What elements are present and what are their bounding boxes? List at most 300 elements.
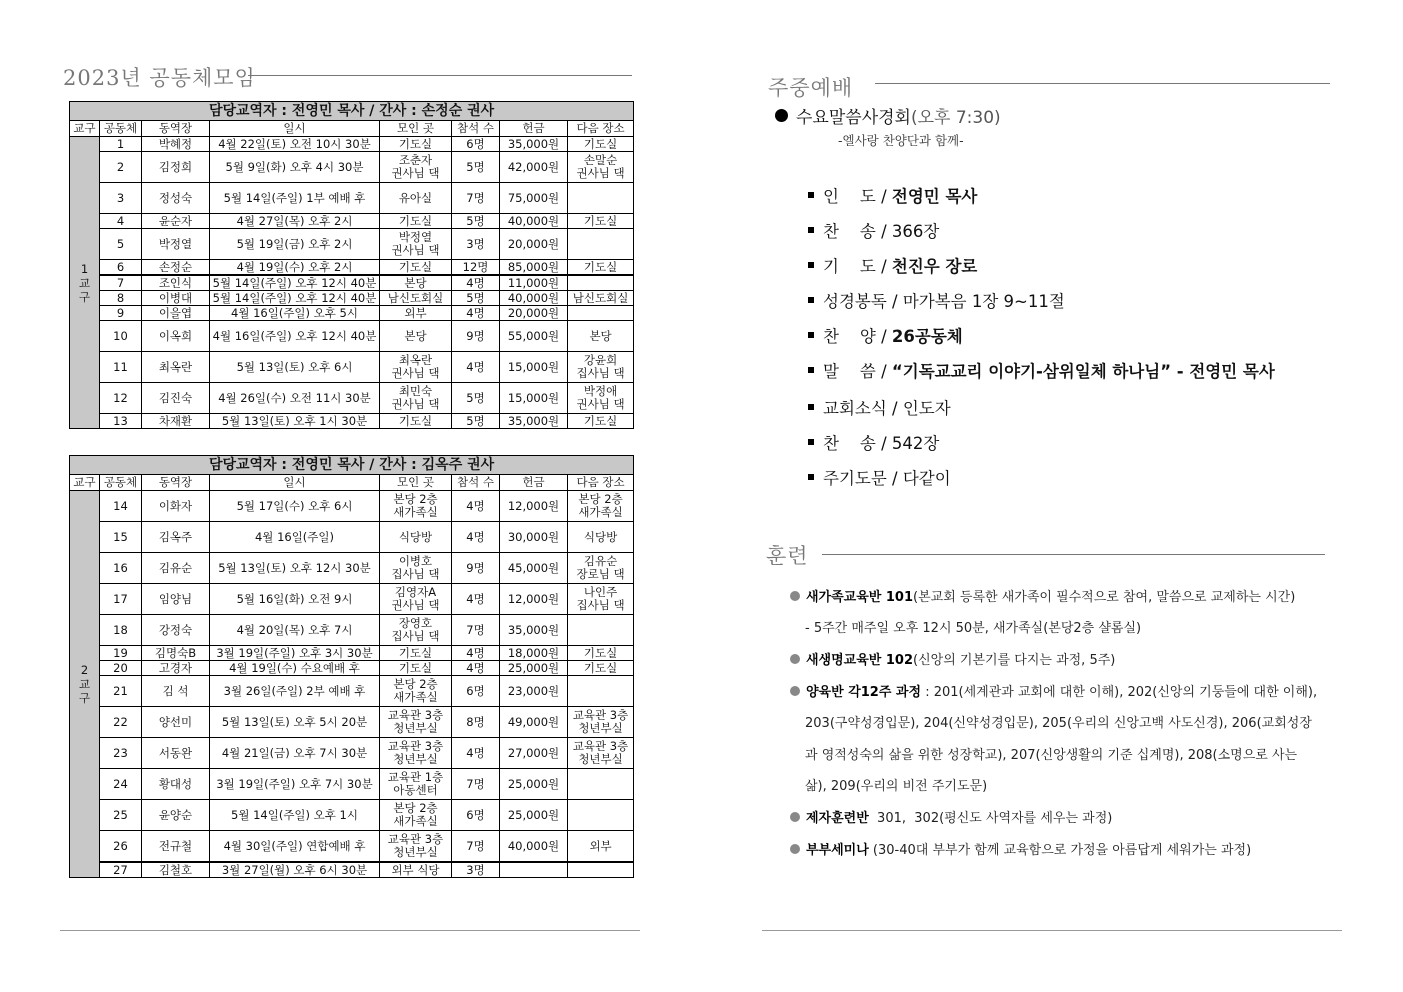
table-cell: 기도실 [568, 646, 634, 661]
table-row [70, 352, 634, 383]
table-cell: 27 [100, 862, 142, 878]
service-time: (오후 7:30) [910, 108, 1001, 128]
order-separator: / [875, 257, 892, 276]
training-name: 제자훈련반 [806, 811, 869, 826]
column-header: 모인 곳 [380, 475, 452, 491]
table-cell: 24 [100, 769, 142, 800]
table-cell: 3명 [452, 862, 500, 878]
table-cell: 5월 13일(토) 오후 6시 [210, 352, 380, 383]
table-row [70, 553, 634, 584]
table-row [70, 275, 634, 291]
training-name: 부부세미나 [806, 843, 869, 858]
table-cell: 이병대 [142, 291, 210, 306]
table-cell: 6명 [452, 137, 500, 152]
table-cell: 기도실 [568, 260, 634, 276]
order-value: 마가복음 1장 9~11절 [902, 292, 1065, 311]
table-cell: 임양님 [142, 584, 210, 615]
table-banner [70, 456, 634, 475]
worship-order-item [808, 218, 939, 242]
table-cell: 5월 14일(주일) 오후 12시 40분 [210, 291, 380, 306]
table-cell: 4월 21일(금) 오후 7시 30분 [210, 738, 380, 769]
table-cell: 4명 [452, 584, 500, 615]
order-value: 366장 [891, 222, 940, 241]
bullet-icon [775, 109, 788, 122]
column-header: 공동체 [100, 121, 142, 137]
table-cell: 3월 19일(주일) 오후 3시 30분 [210, 646, 380, 661]
order-separator: / [886, 399, 903, 418]
table-cell: 손정순 [142, 260, 210, 276]
column-header: 모인 곳 [380, 121, 452, 137]
table-cell: 14 [100, 491, 142, 522]
table-cell: 김유순 장로님 댁 [568, 553, 634, 584]
table-cell: 유아실 [380, 183, 452, 214]
table-cell: 외부 [568, 831, 634, 863]
table-cell: 7명 [452, 615, 500, 646]
worship-order-item [808, 430, 939, 454]
table-cell: 본당 2층 새가족실 [380, 800, 452, 831]
table-cell: 4명 [452, 738, 500, 769]
table-cell: 5월 19일(금) 오후 2시 [210, 229, 380, 260]
table-cell: 15,000원 [500, 383, 568, 414]
table-cell: 5 [100, 229, 142, 260]
table-cell: 9명 [452, 321, 500, 352]
table-cell: 조춘자 권사님 댁 [380, 152, 452, 183]
table-cell: 기도실 [568, 137, 634, 152]
bullet-icon [790, 812, 800, 822]
table-cell: 12명 [452, 260, 500, 276]
square-bullet-icon [808, 439, 814, 445]
table-row [70, 522, 634, 553]
table-cell [568, 275, 634, 291]
table-row [70, 491, 634, 522]
table-cell: 남신도회실 [568, 291, 634, 306]
table-cell: 4명 [452, 522, 500, 553]
table-cell: 5월 16일(화) 오전 9시 [210, 584, 380, 615]
table-cell: 양선미 [142, 707, 210, 738]
table-cell: 35,000원 [500, 414, 568, 429]
table-cell [568, 800, 634, 831]
table-cell: 5월 9일(화) 오후 4시 30분 [210, 152, 380, 183]
table-cell: 40,000원 [500, 831, 568, 863]
table-cell: 4명 [452, 661, 500, 676]
square-bullet-icon [808, 367, 814, 373]
order-separator: / [875, 434, 892, 453]
table-cell [500, 862, 568, 878]
table-cell: 기도실 [380, 661, 452, 676]
table-cell: 23,000원 [500, 676, 568, 707]
table-cell: 5월 13일(토) 오후 1시 30분 [210, 414, 380, 429]
table-row [70, 769, 634, 800]
worship-order-item [808, 323, 963, 347]
order-label: 찬 송 [823, 434, 876, 453]
square-bullet-icon [808, 262, 814, 268]
column-header: 다음 장소 [568, 121, 634, 137]
table-cell: 김명숙B [142, 646, 210, 661]
table-cell: 본당 [380, 321, 452, 352]
table-cell: 기도실 [568, 661, 634, 676]
table-cell [568, 862, 634, 878]
table-cell: 남신도회실 [380, 291, 452, 306]
group1-table [69, 101, 634, 429]
training-name: 새가족교육반 101 [806, 590, 914, 605]
table-cell: 정성숙 [142, 183, 210, 214]
table-cell: 기도실 [380, 260, 452, 276]
table-row [70, 321, 634, 352]
group2-table [69, 455, 634, 878]
table-row [70, 584, 634, 615]
square-bullet-icon [808, 297, 814, 303]
order-value: 다같이 [902, 469, 951, 488]
table-cell: 4명 [452, 352, 500, 383]
table-cell [568, 183, 634, 214]
table-cell: 40,000원 [500, 291, 568, 306]
table-cell: 김진숙 [142, 383, 210, 414]
order-value: 전영민 목사 [891, 187, 978, 206]
banner-text: 담당교역자 : 전영민 목사 / 간사 : 김옥주 권사 [70, 456, 634, 475]
column-header: 동역장 [142, 121, 210, 137]
table-cell: 17 [100, 584, 142, 615]
table-cell: 본당 2층 새가족실 [380, 491, 452, 522]
table-row [70, 291, 634, 306]
table-cell: 55,000원 [500, 321, 568, 352]
table-cell: 7명 [452, 831, 500, 863]
worship-order-item [808, 253, 977, 277]
column-header: 공동체 [100, 475, 142, 491]
table-cell: 5월 14일(주일) 오후 12시 40분 [210, 275, 380, 291]
table-cell: 교육관 3층 청년부실 [380, 738, 452, 769]
table-cell: 교육관 3층 청년부실 [568, 738, 634, 769]
table-cell: 6 [100, 260, 142, 276]
table-cell [568, 306, 634, 321]
table-cell: 최옥란 [142, 352, 210, 383]
table-row [70, 800, 634, 831]
table-cell: 7명 [452, 183, 500, 214]
table-cell: 4월 16일(주일) 오후 12시 40분 [210, 321, 380, 352]
left-title-rule [248, 75, 632, 76]
table-cell: 3명 [452, 229, 500, 260]
table-cell: 45,000원 [500, 553, 568, 584]
table-cell: 26 [100, 831, 142, 863]
service-subtitle: -엘사랑 찬양단과 함께- [838, 133, 964, 148]
table-cell: 김정희 [142, 152, 210, 183]
table-cell: 이을엽 [142, 306, 210, 321]
order-label: 찬 양 [823, 327, 876, 346]
table-cell: 이옥희 [142, 321, 210, 352]
table-cell: 35,000원 [500, 137, 568, 152]
table-cell: 최민숙 권사님 댁 [380, 383, 452, 414]
table-cell: 3월 26일(주일) 2부 예배 후 [210, 676, 380, 707]
table-cell: 기도실 [380, 214, 452, 229]
table-cell: 식당방 [568, 522, 634, 553]
table-cell: 11 [100, 352, 142, 383]
table-cell: 박정열 [142, 229, 210, 260]
training-continuation: 203(구약성경입문), 204(신약성경입문), 205(우리의 신앙고백 사도신경), 206(교회성장 [805, 716, 1312, 731]
worship-order-item [808, 465, 951, 489]
banner-text: 담당교역자 : 전영민 목사 / 간사 : 손정순 권사 [70, 102, 634, 121]
table-cell: 교육관 3층 청년부실 [380, 831, 452, 863]
column-header: 동역장 [142, 475, 210, 491]
table-cell: 본당 2층 새가족실 [380, 676, 452, 707]
table-banner [70, 102, 634, 121]
order-separator: / [875, 362, 892, 381]
table-cell [568, 676, 634, 707]
table-cell: 12 [100, 383, 142, 414]
table-cell: 25,000원 [500, 800, 568, 831]
table-cell: 4월 22일(토) 오전 10시 30분 [210, 137, 380, 152]
table-cell: 8 [100, 291, 142, 306]
left-section-title: 2023년 공동체모임 [63, 66, 256, 90]
worship-order-item [808, 358, 1275, 382]
table-row [70, 661, 634, 676]
table-cell: 30,000원 [500, 522, 568, 553]
table-cell: 18,000원 [500, 646, 568, 661]
table-cell: 12,000원 [500, 584, 568, 615]
table-cell: 5명 [452, 152, 500, 183]
table-cell: 교육관 3층 청년부실 [568, 707, 634, 738]
table-cell: 전규철 [142, 831, 210, 863]
order-value: 542장 [891, 434, 940, 453]
table-cell: 이화자 [142, 491, 210, 522]
table-header-row [70, 475, 634, 491]
table-cell [568, 229, 634, 260]
training-continuation: - 5주간 매주일 오후 12시 50분, 새가족실(본당2층 샬롬실) [805, 621, 1142, 636]
table-cell: 김유순 [142, 553, 210, 584]
table-row [70, 214, 634, 229]
column-header: 참석 수 [452, 475, 500, 491]
table-row [70, 383, 634, 414]
table-cell: 강윤희 집사님 댁 [568, 352, 634, 383]
table-cell: 기도실 [568, 414, 634, 429]
table-cell: 3월 19일(주일) 오후 7시 30분 [210, 769, 380, 800]
table-cell: 1 [100, 137, 142, 152]
square-bullet-icon [808, 192, 814, 198]
table-cell: 16 [100, 553, 142, 584]
table-cell: 4월 27일(목) 오후 2시 [210, 214, 380, 229]
table-cell: 기도실 [380, 646, 452, 661]
order-label: 기 도 [823, 257, 876, 276]
table-cell: 5명 [452, 383, 500, 414]
table-cell: 4월 26일(수) 오전 11시 30분 [210, 383, 380, 414]
table-cell: 42,000원 [500, 152, 568, 183]
table-cell: 김철호 [142, 862, 210, 878]
order-value: 인도자 [902, 399, 951, 418]
table-row [70, 306, 634, 321]
table-cell: 박정애 권사님 댁 [568, 383, 634, 414]
order-separator: / [875, 327, 892, 346]
table-cell [568, 615, 634, 646]
square-bullet-icon [808, 404, 814, 410]
table-cell: 차재환 [142, 414, 210, 429]
order-value: 26공동체 [891, 327, 963, 346]
table-cell: 박혜정 [142, 137, 210, 152]
table-row [70, 707, 634, 738]
right-footer-rule [762, 930, 1342, 931]
table-cell: 4 [100, 214, 142, 229]
bullet-icon [790, 591, 800, 601]
training-name: 새생명교육반 102 [806, 653, 914, 668]
training-desc: (신앙의 기본기를 다지는 과정, 5주) [913, 653, 1116, 668]
training-continuation: 삶), 209(우리의 비전 주기도문) [805, 779, 988, 794]
table-row [70, 646, 634, 661]
table-cell: 황대성 [142, 769, 210, 800]
table-cell: 8명 [452, 707, 500, 738]
table-row [70, 414, 634, 429]
order-separator: / [886, 292, 903, 311]
table-cell: 6명 [452, 800, 500, 831]
table-cell: 7 [100, 275, 142, 291]
table-cell: 4명 [452, 491, 500, 522]
table-cell: 20,000원 [500, 306, 568, 321]
column-header: 헌금 [500, 121, 568, 137]
training-item [790, 681, 1317, 700]
table-cell: 기도실 [568, 214, 634, 229]
worship-order-item [808, 288, 1065, 312]
bullet-icon [790, 844, 800, 854]
table-cell: 35,000원 [500, 615, 568, 646]
training-item [790, 839, 1251, 858]
table-cell: 7명 [452, 769, 500, 800]
table-cell: 20 [100, 661, 142, 676]
order-separator: / [886, 469, 903, 488]
table-row [70, 152, 634, 183]
table-cell: 49,000원 [500, 707, 568, 738]
table-cell: 5월 14일(주일) 1부 예배 후 [210, 183, 380, 214]
table-cell: 5월 13일(토) 오후 5시 20분 [210, 707, 380, 738]
order-value: 천진우 장로 [891, 257, 978, 276]
table-header-row [70, 121, 634, 137]
training-desc: (30-40대 부부가 함께 교육함으로 가정을 아름답게 세워가는 과정) [868, 843, 1252, 858]
table-row [70, 738, 634, 769]
column-header: 일시 [210, 475, 380, 491]
table-cell: 본당 [380, 275, 452, 291]
table-cell: 4월 16일(주일) 오후 5시 [210, 306, 380, 321]
worship-title-rule [875, 83, 1330, 84]
table-cell: 5명 [452, 414, 500, 429]
table-cell: 서동완 [142, 738, 210, 769]
table-cell: 25 [100, 800, 142, 831]
table-cell: 40,000원 [500, 214, 568, 229]
table-cell: 4명 [452, 306, 500, 321]
table-cell: 23 [100, 738, 142, 769]
order-separator: / [875, 187, 892, 206]
table-cell: 본당 2층 새가족실 [568, 491, 634, 522]
training-item [790, 807, 1112, 826]
table-cell: 이병호 집사님 댁 [380, 553, 452, 584]
table-cell: 22 [100, 707, 142, 738]
worship-order-item [808, 395, 951, 419]
table-cell: 4월 19일(수) 오후 2시 [210, 260, 380, 276]
table-cell: 교육관 1층 아동센터 [380, 769, 452, 800]
table-row [70, 137, 634, 152]
table-cell: 5명 [452, 214, 500, 229]
table-cell: 2 [100, 152, 142, 183]
service-name: 수요말씀사경회 [796, 108, 911, 128]
table-cell: 15,000원 [500, 352, 568, 383]
column-header: 참석 수 [452, 121, 500, 137]
table-cell: 조인식 [142, 275, 210, 291]
table-row [70, 229, 634, 260]
order-separator: / [875, 222, 892, 241]
table-cell: 20,000원 [500, 229, 568, 260]
table-cell: 최옥란 권사님 댁 [380, 352, 452, 383]
table-cell: 박정열 권사님 댁 [380, 229, 452, 260]
table-cell: 25,000원 [500, 769, 568, 800]
table-cell: 19 [100, 646, 142, 661]
square-bullet-icon [808, 474, 814, 480]
wednesday-service [775, 103, 1001, 128]
table-cell: 3 [100, 183, 142, 214]
table-cell: 75,000원 [500, 183, 568, 214]
table-cell: 4월 19일(수) 수요예배 후 [210, 661, 380, 676]
column-header: 교구 [70, 475, 100, 491]
table-cell: 25,000원 [500, 661, 568, 676]
table-cell: 김옥주 [142, 522, 210, 553]
table-cell: 18 [100, 615, 142, 646]
table-cell: 10 [100, 321, 142, 352]
table-cell: 장영호 집사님 댁 [380, 615, 452, 646]
column-header: 일시 [210, 121, 380, 137]
square-bullet-icon [808, 332, 814, 338]
table-cell: 5월 13일(토) 오후 12시 30분 [210, 553, 380, 584]
training-item [790, 649, 1115, 668]
training-desc: : 201(세계관과 교회에 대한 이해), 202(신앙의 기둥들에 대한 이해), [921, 685, 1318, 700]
table-cell: 4명 [452, 275, 500, 291]
table-row [70, 831, 634, 863]
order-label: 교회소식 [823, 399, 887, 418]
table-cell: 27,000원 [500, 738, 568, 769]
region-cell: 2 교 구 [70, 491, 100, 878]
table-cell: 기도실 [380, 414, 452, 429]
table-cell: 외부 [380, 306, 452, 321]
column-header: 교구 [70, 121, 100, 137]
table-cell: 강정숙 [142, 615, 210, 646]
table-row [70, 615, 634, 646]
table-cell: 6명 [452, 676, 500, 707]
table-cell: 김 석 [142, 676, 210, 707]
table-cell [568, 769, 634, 800]
table-cell: 본당 [568, 321, 634, 352]
table-cell: 나인주 집사님 댁 [568, 584, 634, 615]
table-cell: 5월 14일(주일) 오후 1시 [210, 800, 380, 831]
training-section-title: 훈련 [766, 544, 809, 568]
table-cell: 13 [100, 414, 142, 429]
table-cell: 4명 [452, 646, 500, 661]
table-cell: 기도실 [380, 137, 452, 152]
table-cell: 4월 16일(주일) [210, 522, 380, 553]
order-label: 성경봉독 [823, 292, 887, 311]
order-value: “기독교교리 이야기-삼위일체 하나님” - 전영민 목사 [891, 362, 1275, 381]
table-cell: 15 [100, 522, 142, 553]
table-cell: 9 [100, 306, 142, 321]
table-cell: 21 [100, 676, 142, 707]
worship-section-title: 주중예배 [768, 76, 854, 100]
table-cell: 11,000원 [500, 275, 568, 291]
table-row [70, 676, 634, 707]
table-cell: 외부 식당 [380, 862, 452, 878]
table-cell: 5월 17일(수) 오후 6시 [210, 491, 380, 522]
table-cell: 4월 20일(목) 오후 7시 [210, 615, 380, 646]
bullet-icon [790, 686, 800, 696]
region-cell: 1 교 구 [70, 137, 100, 429]
table-cell: 고경자 [142, 661, 210, 676]
table-cell: 5명 [452, 291, 500, 306]
training-item [790, 586, 1295, 605]
table-cell: 윤순자 [142, 214, 210, 229]
table-cell: 85,000원 [500, 260, 568, 276]
table-cell: 12,000원 [500, 491, 568, 522]
column-header: 다음 장소 [568, 475, 634, 491]
left-footer-rule [60, 930, 640, 931]
